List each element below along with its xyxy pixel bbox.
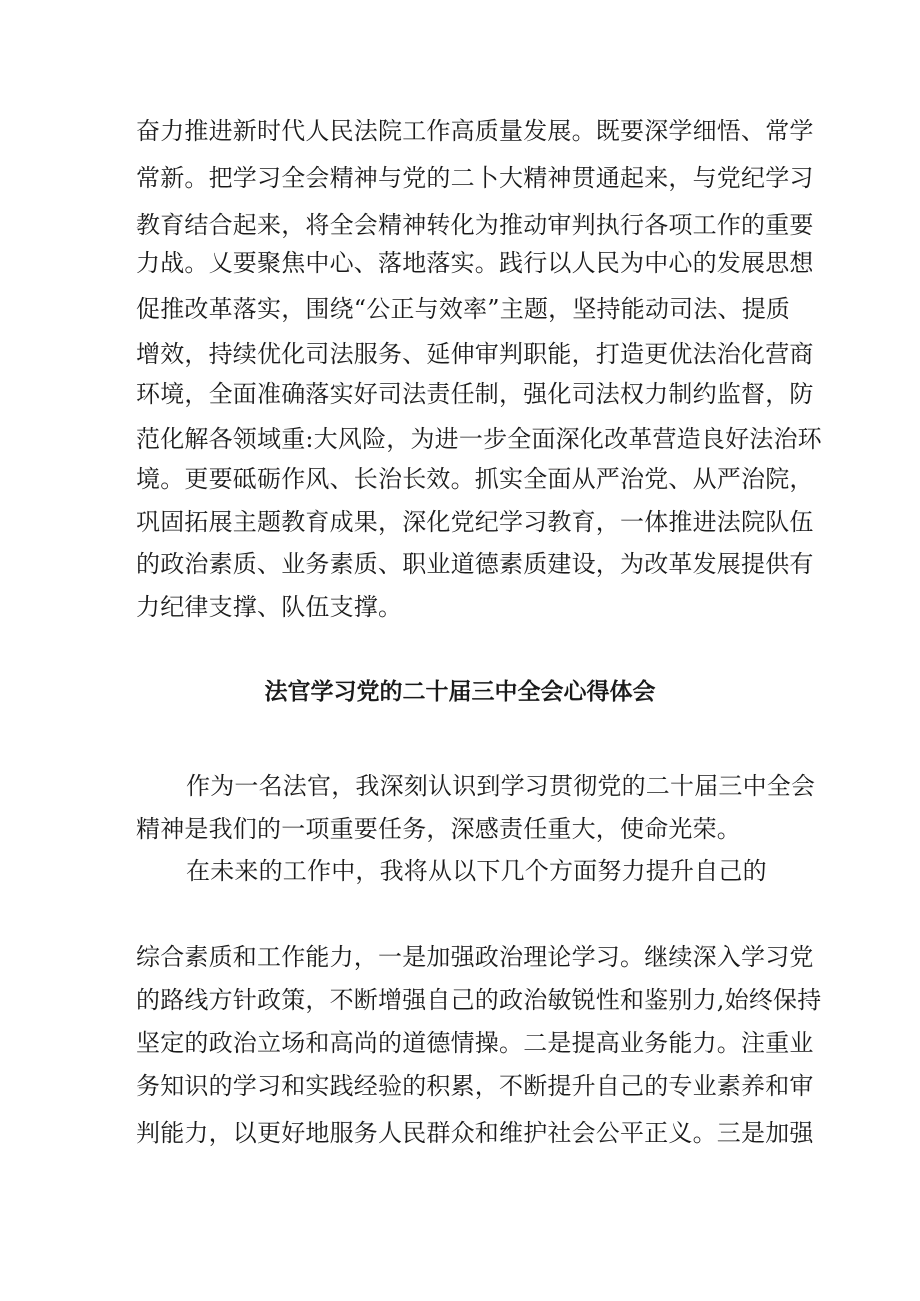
body-text-line: 坚定的政治立场和高尚的道德情操。二是提高业务能力。注重业 [136, 1029, 814, 1057]
body-text-line: 增效，持续优化司法服务、延伸审判职能，打造更优法治化营商 [136, 340, 814, 368]
body-text-line: 境。更要砥砺作风、长治长效。抓实全面从严治党、从严治院， [136, 465, 814, 493]
body-text-line: 教育结合起来，将全会精神转化为推动审判执行各项工作的重要 [136, 211, 814, 239]
body-text-line: 的政治素质、业务素质、职业道德素质建设，为改革发展提供有 [136, 550, 814, 578]
body-text-line: 务知识的学习和实践经验的积累，不断提升自己的专业素养和审 [136, 1072, 814, 1100]
body-text-line: 在未来的工作中，我将从以下几个方面努力提升自己的 [186, 857, 767, 885]
body-text-line: 判能力，以更好地服务人民群众和维护社会公平正义。三是加强 [136, 1119, 814, 1147]
body-text-line: 力纪律支撑、队伍支撑。 [136, 593, 403, 621]
body-text-line: 力战。乂要聚焦中心、落地落实。践行以人民为中心的发展思想 [136, 249, 814, 277]
body-text-line: 综合素质和工作能力，一是加强政治理论学习。继续深入学习党 [136, 943, 814, 971]
body-text-line: 奋力推进新时代人民法院工作高质量发展。既要深学细悟、常学 [136, 117, 814, 145]
body-text-line: 常新。把学习全会精神与党的二卜大精神贯通起来，与党纪学习 [136, 164, 814, 192]
body-text-line: 环境，全面准确落实好司法责任制，强化司法权力制约监督，防 [136, 380, 814, 408]
body-text-line: 范化解各领域重:大风险，为进一步全面深化改革营造良好法治环 [136, 425, 822, 453]
body-text-line: 精神是我们的一项重要任务，深感责任重大，使命光荣。 [136, 815, 741, 843]
body-text-line: 促推改革落实，围绕“公正与效率”主题，坚持能动司法、提质 [136, 295, 791, 323]
body-text-line: 作为一名法官，我深刻认识到学习贯彻党的二十届三中全会 [186, 772, 816, 800]
section-heading: 法官学习党的二十届三中全会心得体会 [264, 679, 656, 705]
body-text-line: 巩固拓展主题教育成果，深化党纪学习教育，一体推进法院队伍 [136, 508, 814, 536]
body-text-line: 的路线方针政策，不断增强自己的政治敏锐性和鉴别力,始终保持 [136, 986, 822, 1014]
